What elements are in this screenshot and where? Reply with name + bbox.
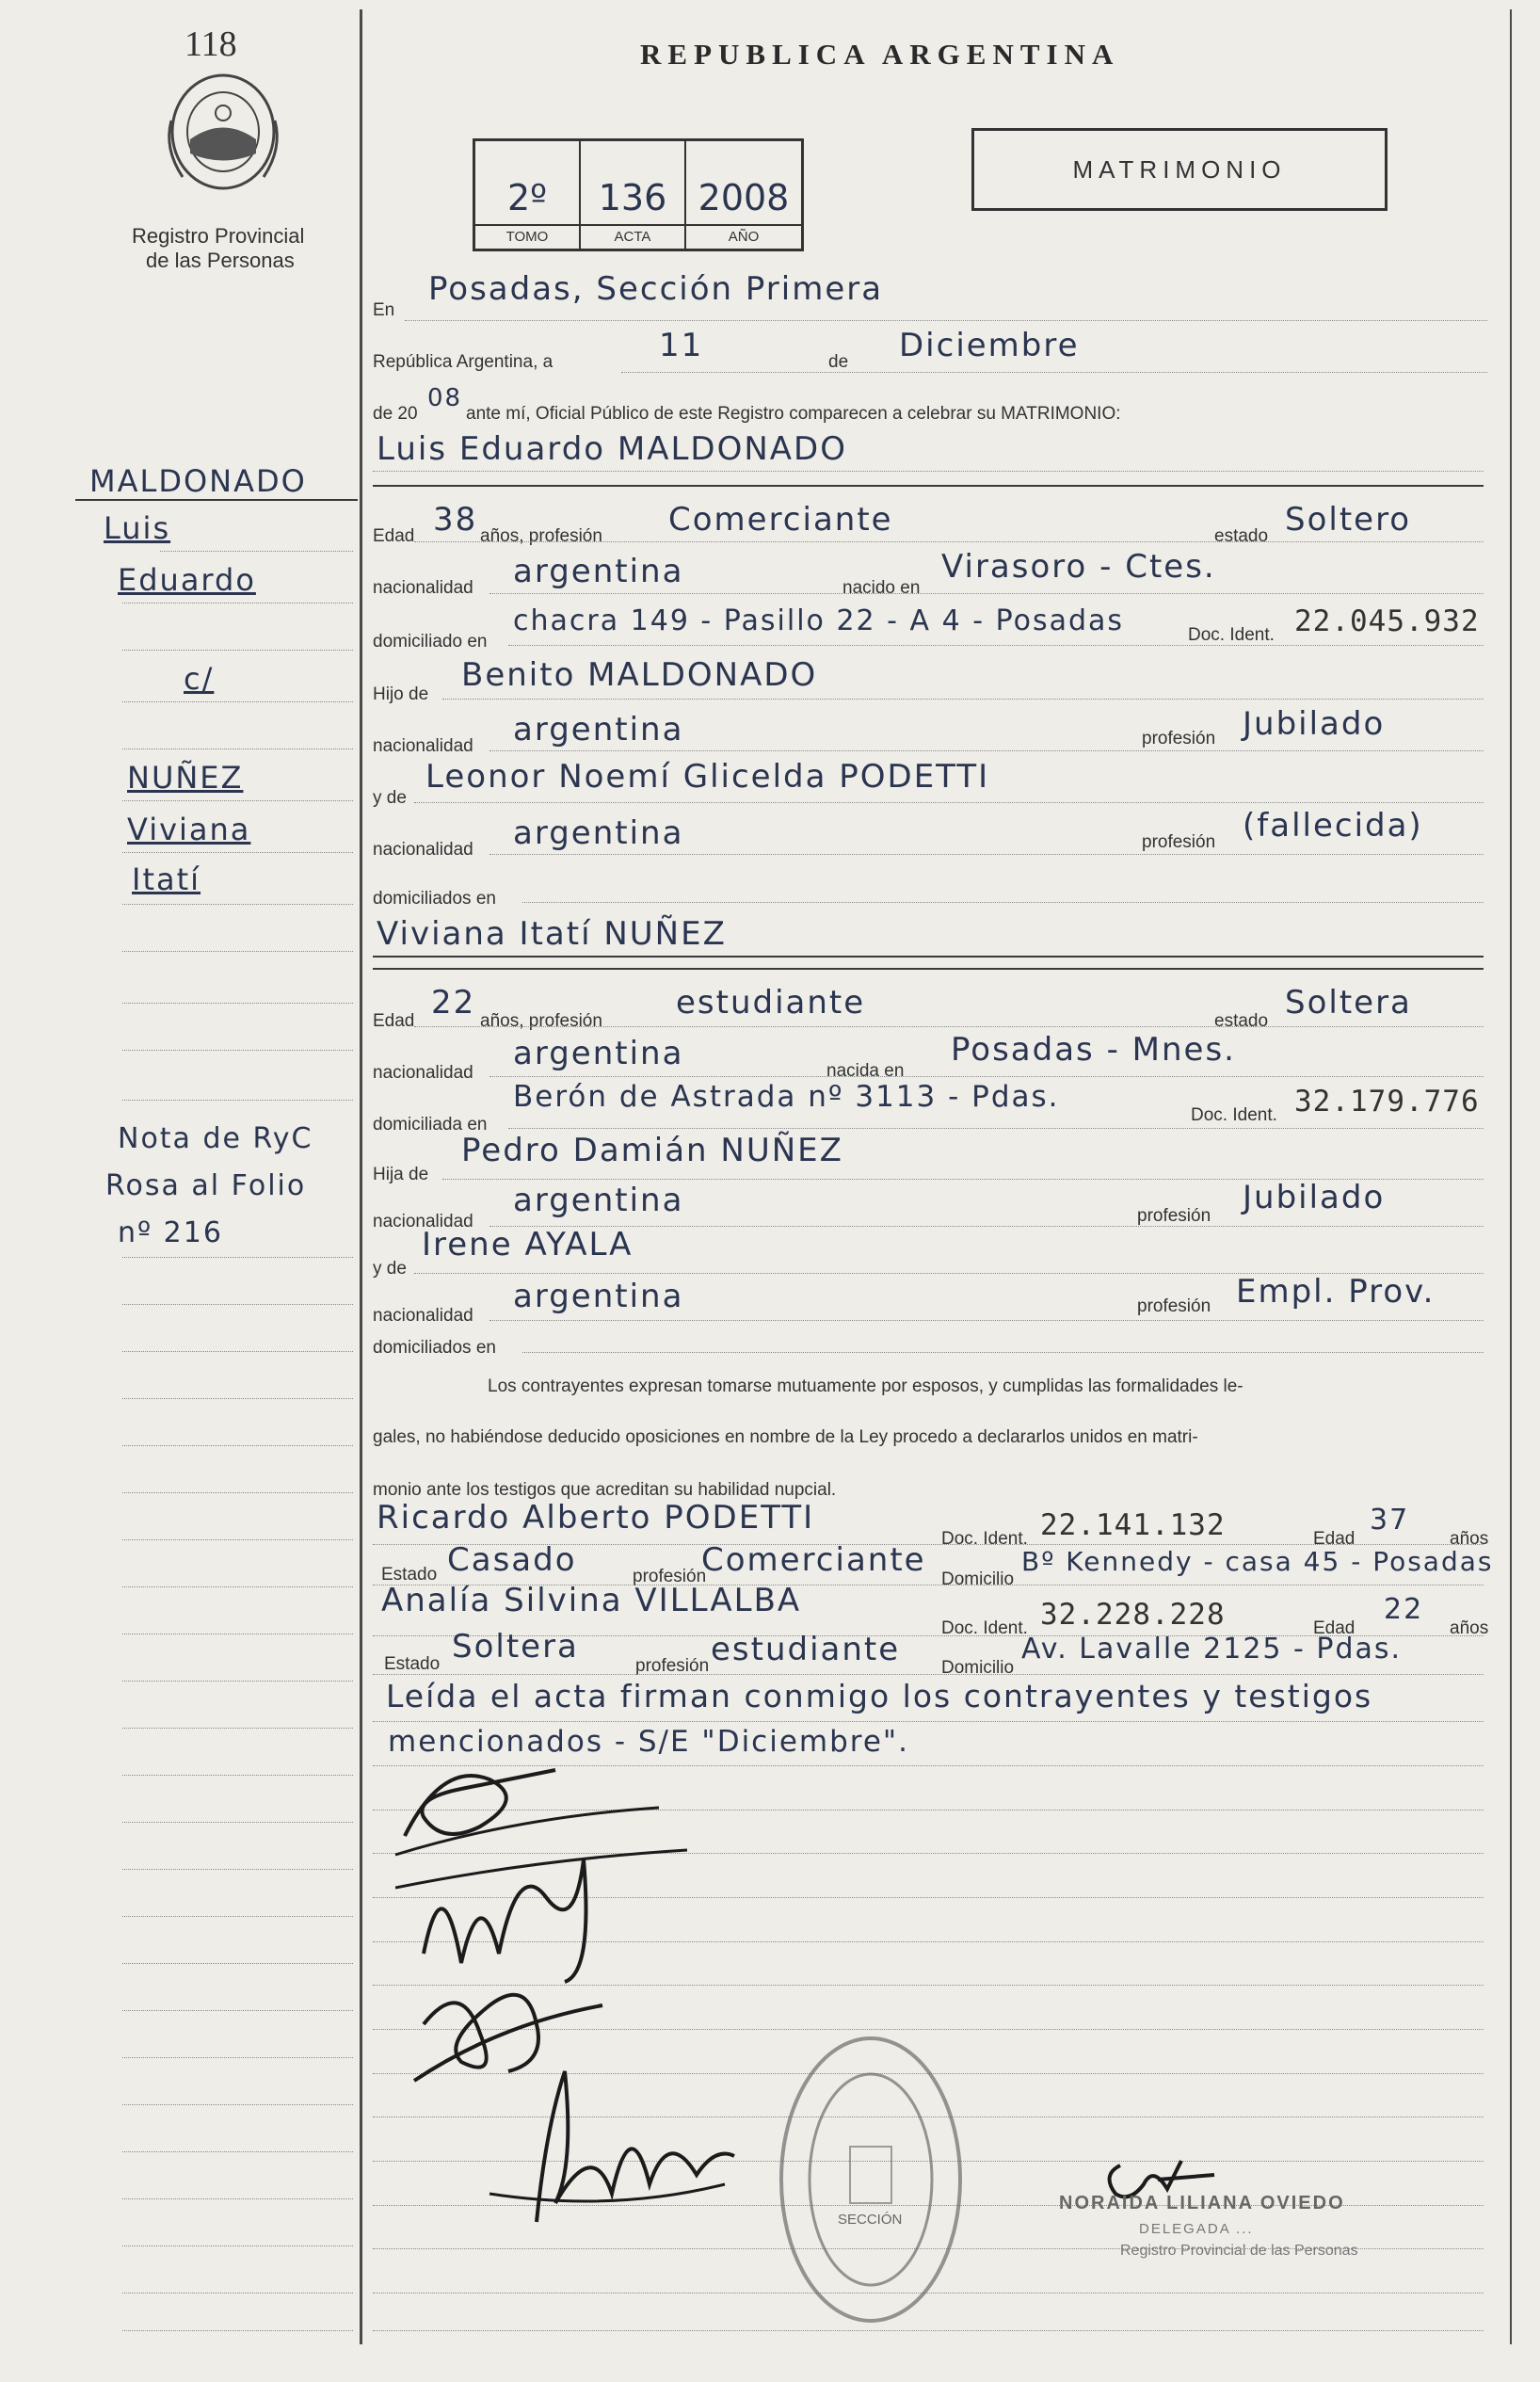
acta-value: 136 — [598, 177, 667, 218]
groom-madre-nac: argentina — [513, 814, 684, 852]
bride-doc-label: Doc. Ident. — [1191, 1105, 1277, 1125]
bride-nacionalidad: argentina — [513, 1035, 684, 1072]
official-stamp-name: NORAIDA LILIANA OVIEDO — [1059, 2193, 1345, 2213]
bride-doc: 32.179.776 — [1294, 1085, 1480, 1119]
groom-madre-nac-label: nacionalidad — [373, 840, 473, 860]
groom-nacido-label: nacido en — [842, 578, 921, 598]
groom-padre-prof: Jubilado — [1243, 705, 1386, 743]
witness1-edad: 37 — [1370, 1504, 1410, 1537]
groom-doc-label: Doc. Ident. — [1188, 625, 1275, 645]
bride-padre-nac-label: nacionalidad — [373, 1212, 473, 1231]
signature-4 — [480, 2052, 744, 2241]
bride-padre: Pedro Damián NUÑEZ — [461, 1132, 843, 1169]
margin-name-2b: Itatí — [132, 861, 201, 897]
page-number: 118 — [184, 24, 237, 64]
witness1-dom-label: Domicilio — [941, 1569, 1015, 1589]
ano-label: AÑO — [686, 224, 801, 245]
groom-padre-prof-label: profesión — [1142, 729, 1216, 748]
witness1-domicilio: Bº Kennedy - casa 45 - Posadas — [1021, 1546, 1494, 1577]
bride-padre-nac: argentina — [513, 1182, 684, 1219]
right-border — [1510, 9, 1512, 2344]
witness1-edad-label: Edad — [1313, 1529, 1356, 1549]
groom-madre: Leonor Noemí Glicelda PODETTI — [425, 758, 990, 796]
margin-versus: c/ — [184, 661, 215, 697]
groom-padre-nac: argentina — [513, 711, 684, 748]
round-seal-text: SECCIÓN — [838, 2212, 903, 2228]
groom-madre-prof-label: profesión — [1142, 832, 1216, 852]
place-value: Posadas, Sección Primera — [428, 270, 884, 308]
bride-anos-prof-label: años, profesión — [480, 1011, 602, 1031]
bride-padre-prof-label: profesión — [1137, 1206, 1211, 1226]
witness1-profesion: Comerciante — [701, 1541, 926, 1579]
witness2-doc: 32.228.228 — [1040, 1598, 1226, 1632]
groom-nac-label: nacionalidad — [373, 578, 473, 598]
groom-nacionalidad: argentina — [513, 553, 684, 590]
witness1-prof-label: profesión — [633, 1567, 707, 1586]
record-number-box — [473, 138, 804, 251]
year-suffix: 08 — [427, 384, 463, 412]
country-title: REPUBLICA ARGENTINA — [640, 38, 1120, 71]
bride-estado-label: estado — [1214, 1011, 1269, 1031]
witness1-estado: Casado — [447, 1541, 577, 1579]
groom-yde-label: y de — [373, 788, 407, 808]
groom-padre: Benito MALDONADO — [461, 656, 818, 694]
witness1-doc: 22.141.132 — [1040, 1508, 1226, 1542]
official-stamp-org: Registro Provincial de las Personas — [1120, 2243, 1358, 2259]
tomo-value: 2º — [506, 177, 548, 218]
witness2-edad: 22 — [1384, 1593, 1424, 1626]
official-stamp-role: DELEGADA ... — [1139, 2221, 1254, 2237]
month-value: Diciembre — [899, 327, 1080, 364]
left-column-divider — [360, 9, 362, 2344]
witness2-doc-label: Doc. Ident. — [941, 1618, 1028, 1638]
bride-madre-nac: argentina — [513, 1278, 684, 1315]
declaration-line-1: Los contrayentes expresan tomarse mutuamente por esposos, y cumplidas las formalidades le- — [488, 1376, 1243, 1396]
witness2-estado-label: Estado — [384, 1654, 441, 1674]
witness1-estado-label: Estado — [381, 1565, 438, 1585]
bride-madre: Irene AYALA — [422, 1226, 634, 1263]
declaration-line-3: monio ante los testigos que acreditan su habilidad nupcial. — [373, 1480, 837, 1500]
witness2-name: Analía Silvina VILLALBA — [381, 1582, 802, 1619]
witness2-domicilio: Av. Lavalle 2125 - Pdas. — [1021, 1633, 1403, 1666]
bride-profesion: estudiante — [676, 984, 866, 1022]
groom-padre-nac-label: nacionalidad — [373, 736, 473, 756]
bride-madre-prof: Empl. Prov. — [1236, 1273, 1436, 1311]
declaration-line-2: gales, no habiéndose deducido oposiciones en nombre de la Ley procedo a declararlos unidos en matri- — [373, 1427, 1198, 1447]
en-label: En — [373, 300, 395, 320]
groom-edad: 38 — [433, 501, 478, 539]
bride-domicilio: Berón de Astrada nº 3113 - Pdas. — [513, 1080, 1060, 1114]
bride-edad-label: Edad — [373, 1011, 415, 1031]
groom-edad-label: Edad — [373, 526, 415, 546]
republica-label: República Argentina, a — [373, 352, 553, 372]
margin-name-2a: Viviana — [127, 812, 251, 847]
acta-label: ACTA — [581, 224, 684, 245]
witness2-dom-label: Domicilio — [941, 1658, 1015, 1678]
groom-domicilio: chacra 149 - Pasillo 22 - A 4 - Posadas — [513, 604, 1125, 637]
bride-name: Viviana Itatí NUÑEZ — [377, 915, 727, 953]
groom-nacido: Virasoro - Ctes. — [941, 548, 1216, 586]
margin-surname-1: MALDONADO — [89, 463, 307, 499]
bride-padre-prof: Jubilado — [1243, 1179, 1386, 1216]
groom-dom-label: domiciliado en — [373, 632, 488, 652]
bride-dom-label: domiciliada en — [373, 1115, 488, 1135]
witness2-profesion: estudiante — [711, 1631, 901, 1668]
bride-yde-label: y de — [373, 1259, 407, 1279]
witness2-anos-label: años — [1450, 1618, 1489, 1638]
margin-name-1b: Eduardo — [118, 562, 256, 598]
groom-doms-label: domiciliados en — [373, 889, 496, 909]
closing-line-1: Leída el acta firman conmigo los contrayentes y testigos — [386, 1678, 1373, 1714]
province-seal-icon — [162, 64, 284, 196]
closing-line-2: mencionados - S/E "Diciembre". — [388, 1725, 910, 1759]
bride-estado: Soltera — [1285, 984, 1412, 1022]
groom-name: Luis Eduardo MALDONADO — [377, 430, 847, 468]
bride-nacida-label: nacida en — [826, 1061, 905, 1081]
year-prefix: de 20 — [373, 404, 418, 424]
bride-hija-label: Hija de — [373, 1165, 429, 1184]
bride-doms-label: domiciliados en — [373, 1338, 496, 1358]
groom-profesion: Comerciante — [668, 501, 893, 539]
witness1-anos-label: años — [1450, 1529, 1489, 1549]
witness2-prof-label: profesión — [635, 1656, 710, 1676]
witness1-doc-label: Doc. Ident. — [941, 1529, 1028, 1549]
witness1-name: Ricardo Alberto PODETTI — [377, 1499, 815, 1537]
bride-edad: 22 — [431, 984, 476, 1022]
groom-anos-prof-label: años, profesión — [480, 526, 602, 546]
bride-nacida: Posadas - Mnes. — [951, 1031, 1236, 1069]
ano-value: 2008 — [698, 177, 790, 218]
groom-estado-label: estado — [1214, 526, 1269, 546]
day-value: 11 — [659, 327, 704, 364]
witness2-estado: Soltera — [452, 1628, 579, 1666]
margin-note-3: nº 216 — [118, 1216, 223, 1249]
bride-madre-prof-label: profesión — [1137, 1296, 1211, 1316]
bride-nac-label: nacionalidad — [373, 1063, 473, 1083]
margin-note-1: Nota de RyC — [118, 1122, 313, 1155]
margin-name-1a: Luis — [104, 510, 171, 546]
bride-madre-nac-label: nacionalidad — [373, 1306, 473, 1326]
groom-hijo-label: Hijo de — [373, 684, 429, 704]
margin-note-2: Rosa al Folio — [105, 1169, 307, 1202]
act-type-box: MATRIMONIO — [971, 128, 1388, 211]
groom-doc: 22.045.932 — [1294, 604, 1480, 638]
registry-name: Registro Provincial — [132, 224, 305, 248]
tomo-label: TOMO — [475, 224, 579, 245]
de-label: de — [828, 352, 849, 372]
groom-estado: Soltero — [1285, 501, 1412, 539]
margin-surname-2: NUÑEZ — [127, 760, 244, 796]
registry-subname: de las Personas — [146, 249, 295, 272]
round-seal-stamp — [777, 2034, 965, 2326]
intro-text: ante mí, Oficial Público de este Registro comparecen a celebrar su MATRIMONIO: — [466, 404, 1121, 424]
groom-madre-prof: (fallecida) — [1243, 807, 1423, 845]
witness2-edad-label: Edad — [1313, 1618, 1356, 1638]
